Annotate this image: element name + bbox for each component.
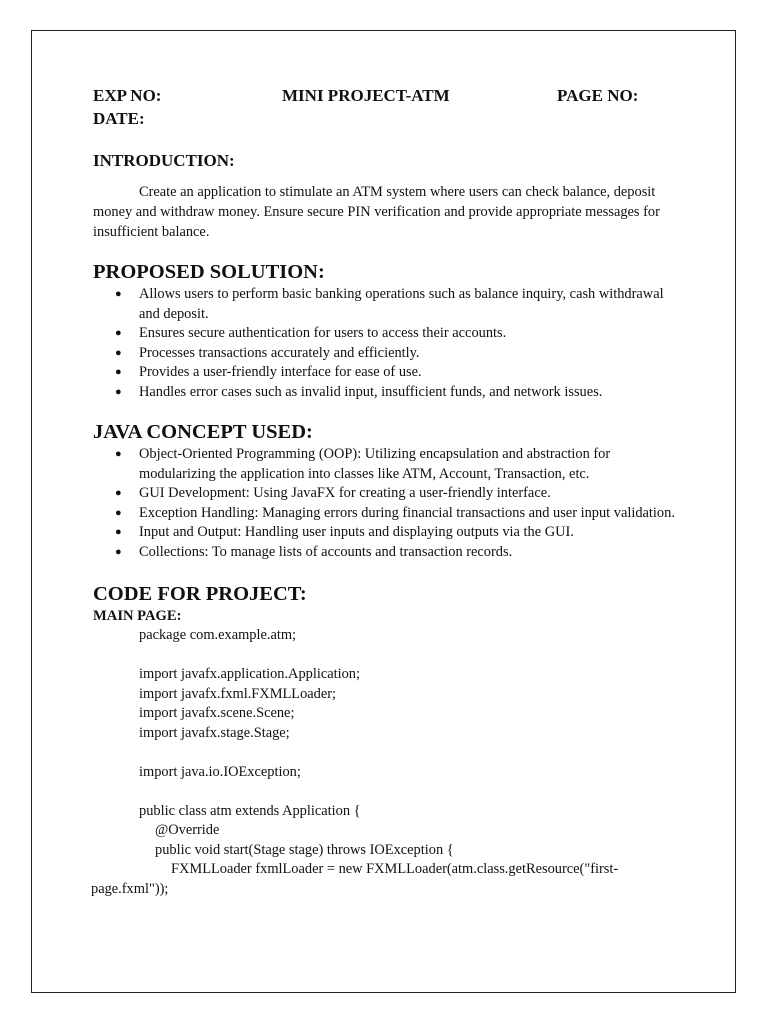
code-line: import java.io.IOException; — [139, 763, 301, 780]
code-line: page.fxml")); — [91, 880, 169, 897]
code-line: FXMLLoader fxmlLoader = new FXMLLoader(atm.class.getResource("first- — [171, 861, 619, 877]
page-no-label: PAGE NO: — [557, 86, 639, 105]
code-line: package com.example.atm; — [139, 627, 297, 643]
list-item: ● Provides a user-friendly interface for ease of use. — [93, 363, 683, 383]
exp-no-label: EXP NO: — [93, 86, 162, 105]
code-line: @Override — [155, 822, 220, 838]
list-item: ● Handles error cases such as invalid input, insufficient funds, and network issues. — [93, 383, 683, 403]
code-line: import javafx.stage.Stage; — [139, 724, 290, 741]
bullet-icon: ● — [115, 288, 122, 300]
date-label: DATE: — [93, 109, 145, 128]
java-concepts-heading: JAVA CONCEPT USED: — [93, 421, 313, 443]
bullet-icon: ● — [115, 526, 122, 538]
list-item: ● Input and Output: Handling user inputs and displaying outputs via the GUI. — [93, 523, 683, 543]
bullet-icon: ● — [115, 327, 122, 339]
code-block — [93, 626, 683, 899]
code-line: public void start(Stage stage) throws IOException { — [155, 841, 454, 858]
code-blank-line — [93, 782, 683, 802]
main-page-subheading: MAIN PAGE: — [93, 608, 182, 624]
bullet-icon: ● — [115, 366, 122, 378]
bullet-icon: ● — [115, 545, 122, 558]
code-line: public class atm extends Application { — [139, 802, 361, 819]
list-item: ● Ensures secure authentication for users to access their accounts. — [93, 324, 683, 344]
code-heading: CODE FOR PROJECT: — [93, 583, 307, 605]
bullet-icon: ● — [115, 346, 122, 359]
code-line: import javafx.fxml.FXMLLoader; — [139, 685, 337, 702]
bullet-icon: ● — [115, 448, 122, 460]
document-title: MINI PROJECT-ATM — [282, 86, 450, 105]
code-blank-line — [93, 646, 683, 666]
proposed-solution-list — [93, 285, 683, 402]
document-header — [93, 86, 683, 108]
introduction-heading: INTRODUCTION: — [93, 151, 235, 170]
list-item: ● Object-Oriented Programming (OOP): Utilizing encapsulation and abstraction for modularizing the application into classes like ATM, Account, Transaction, etc. — [115, 446, 611, 482]
bullet-icon: ● — [115, 487, 122, 499]
code-line: import javafx.application.Application; — [139, 666, 360, 682]
document-content — [93, 86, 683, 899]
introduction-text: Create an application to stimulate an ATM system where users can check balance, deposit money and withdraw money. Ensure secure PIN verification and provide appropriate messages for insufficient balance. — [93, 184, 660, 240]
proposed-solution-heading: PROPOSED SOLUTION: — [93, 261, 325, 283]
list-item: ● Exception Handling: Managing errors during financial transactions and user input validation. — [93, 504, 683, 524]
list-item: ● Collections: To manage lists of accounts and transaction records. — [93, 543, 683, 563]
bullet-icon: ● — [115, 385, 122, 398]
list-item: ● Processes transactions accurately and efficiently. — [93, 344, 683, 364]
java-concepts-list — [93, 445, 683, 562]
list-item: ● Allows users to perform basic banking operations such as balance inquiry, cash withdrawal and deposit. — [115, 286, 664, 322]
code-line: import javafx.scene.Scene; — [139, 705, 295, 721]
bullet-icon: ● — [115, 506, 122, 519]
code-blank-line — [93, 743, 683, 763]
list-item: ● GUI Development: Using JavaFX for creating a user-friendly interface. — [93, 484, 683, 504]
